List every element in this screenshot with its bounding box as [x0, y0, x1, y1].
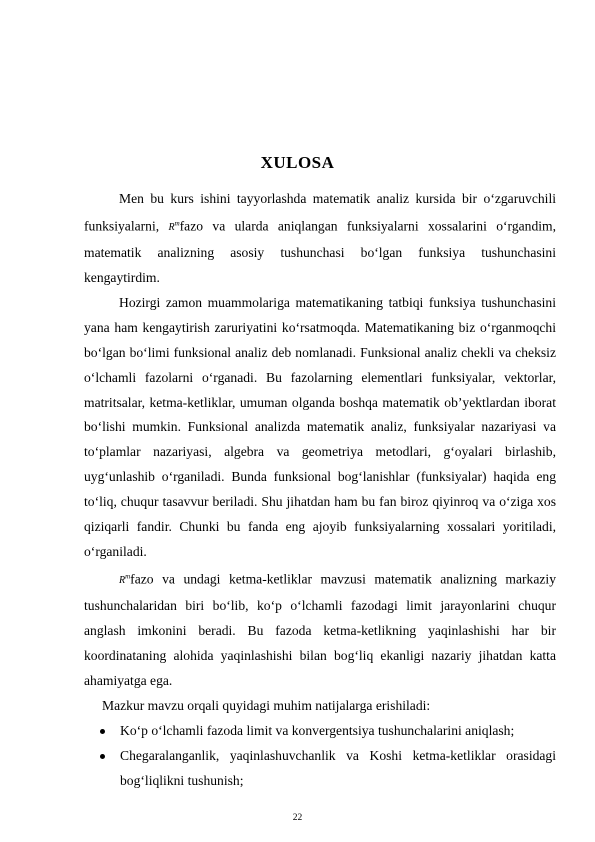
- paragraph-1-text-after: fazo va ularda aniqlangan funksiyalarni xossalarini o‘rgandim, matematik analizning asosiy tushunchasi bo‘lgan funksiya tushunchasini kengaytirdim.: [84, 218, 556, 286]
- document-body: [84, 187, 556, 793]
- page-number: 22: [292, 813, 303, 823]
- bullet-icon: [100, 729, 105, 734]
- math-superscript: m: [174, 219, 180, 228]
- list-item: [84, 719, 556, 744]
- results-list: [84, 719, 556, 794]
- page-title: XULOSA: [260, 153, 335, 172]
- math-base: R: [168, 222, 175, 234]
- bullet-icon: [100, 754, 105, 759]
- paragraph-1-text-before: Men bu kurs ishini tayyorlashda matematik analiz kursida bir o‘zgaruvchili funksiyalarni,: [84, 191, 556, 234]
- list-item-text: Ko‘p o‘lchamli fazoda limit va konvergentsiya tushunchalarini aniqlash;: [120, 722, 515, 738]
- math-superscript: m: [125, 572, 131, 581]
- list-item: [84, 744, 556, 794]
- list-item-text: Chegaralanganlik, yaqinlashuvchanlik va Koshi ketma-ketliklar orasidagi bog‘liqlikni tushunish;: [120, 747, 556, 788]
- paragraph-1: [84, 187, 556, 291]
- paragraph-3: [84, 565, 556, 694]
- math-symbol-rm: [119, 572, 131, 587]
- math-base: R: [119, 575, 126, 587]
- paragraph-2: Hozirgi zamon muammolariga matematikaning tatbiqi funksiya tushunchasini yana ham kengaytirish zaruriyatini ko‘rsatmoqda. Matematikaning biz o‘rganmoqchi bo‘lgan bo‘limi funksional analiz deb nomlanadi. Funksional analiz chekli va cheksiz o‘lchamli fazolarni o‘rganadi. Bu fazolarning elementlari funksiyalar, vektorlar, matritsalar, ketma-ketliklar, umuman olganda boshqa matematik ob’yektlardan iborat bo‘lishi mumkin. Funksional analizda matematik analiz, funksiyalar nazariyasi va to‘plamlar nazariyasi, algebra va geometriya metodlari, g‘oyalari birlashib, uyg‘unlashib o‘rganiladi. Bunda funksional bog‘lanishlar (funksiyalar) haqida eng to‘liq, chuqur tasavvur beriladi. Shu jihatdan ham bu fan biroz qiyinroq va o‘ziga xos qiziqarli fandir. Chunki bu fanda eng ajoyib funksiyalarning xossalari yoritiladi, o‘rganiladi.: [84, 294, 556, 560]
- paragraph-3-text: fazo va undagi ketma-ketliklar mavzusi matematik analizning markaziy tushunchalaridan biri bo‘lib, ko‘p o‘lchamli fazodagi limit jarayonlarini chuqur anglash imkonini beradi. Bu fazoda ketma-ketlikning yaqinlashishi har bir koordinataning alohida yaqinlashishi bilan bog‘liq ekanligi nazariy jihatdan katta ahamiyatga ega.: [84, 571, 556, 688]
- paragraph-4: Mazkur mavzu orqali quyidagi muhim natijalarga erishiladi:: [102, 697, 431, 713]
- math-symbol-rm: [168, 219, 180, 234]
